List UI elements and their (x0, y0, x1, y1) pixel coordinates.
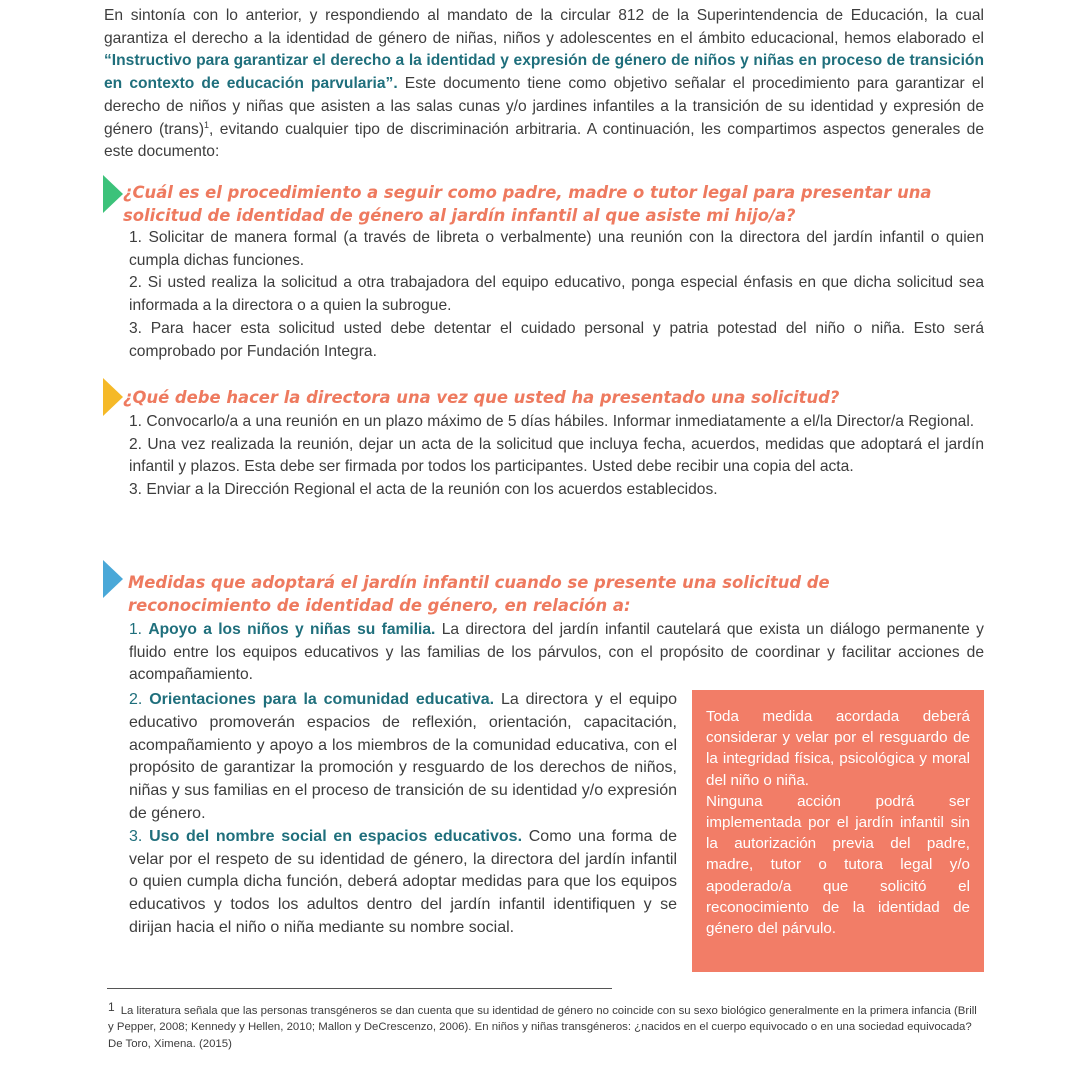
list-item: 1. Convocarlo/a a una reunión en un plazo máximo de 5 días hábiles. Informar inmediatamente a el/la Director/a Regional. (129, 413, 975, 430)
intro-text-end: , evitando cualquier tipo de discriminación arbitraria. A continuación, les compartimos aspectos generales de este documento: (104, 120, 984, 161)
item-number: 1. (129, 621, 143, 638)
instructivo-title: “Instructivo para garantizar el derecho a la identidad y expresión de género de niños y niñas en proceso de transición en contexto de educación parvularia”. (104, 52, 984, 93)
footnote-number: 1 (108, 1000, 115, 1014)
item-title: Apoyo a los niños y niñas su familia. (148, 621, 436, 638)
section3-heading (128, 571, 968, 617)
callout-paragraph-1: Toda medida acordada deberá considerar y velar por el resguardo de la integridad física, psicológica y moral del niño o niña. (706, 708, 970, 789)
section3-heading-line1: Medidas que adoptará el jardín infantil cuando se presente una solicitud de (128, 573, 830, 592)
list-item: 1. Solicitar de manera formal (a través de libreta o verbalmente) una reunión con la directora del jardín infantil o quien cumpla dichas funciones. (129, 229, 984, 269)
section3-heading-line2: reconocimiento de identidad de género, en relación a: (128, 596, 631, 615)
item-text: La directora y el equipo educativo promoverán espacios de reflexión, orientación, capacitación, acompañamiento y apoyo a los miembros de la comunidad educativa, con el propósito de garantizar la promoción y resguardo de los derechos de niños, niñas y sus familias en el proceso de transición de su identidad y/o expresión de género. (129, 691, 678, 822)
section3-left-column (129, 689, 677, 940)
list-item: 2. Una vez realizada la reunión, dejar un acta de la solicitud que incluya fecha, acuerdos, medidas que adoptará el jardín infantil y plazos. Esta debe ser firmada por todos los participantes. Usted debe recibir una copia del acta. (129, 435, 984, 476)
list-item (129, 826, 677, 940)
footnote-divider (107, 988, 612, 989)
section2-heading: ¿Qué debe hacer la directora una vez que usted ha presentado una solicitud? (123, 388, 840, 407)
item-title: Orientaciones para la comunidad educativa. (149, 691, 495, 708)
item-text: La directora del jardín infantil cautelará que exista un diálogo permanente y fluido entre los equipos educativos y las familias de los párvulos, con el propósito de coordinar y facilitar acciones de acompañamiento. (129, 621, 984, 684)
footnote-text: La literatura señala que las personas transgéneros se dan cuenta que su identidad de género no coincide con su sexo biológico generalmente en la primera infancia (Brill y Pepper, 2008; Kennedy y Hellen, 2010; Mallon y DeCrescenzo, 2006). En niños y niñas transgéneros: ¿nacidos en el cuerpo equivocado o en una sociedad equivocada? De Toro, Ximena. (2015) (108, 1005, 977, 1050)
section1-list (129, 227, 984, 363)
item-number: 2. (129, 691, 143, 708)
section2-list (129, 411, 984, 502)
yellow-triangle-icon (103, 378, 123, 416)
section1-heading: ¿Cuál es el procedimiento a seguir como padre, madre o tutor legal para presentar una solicitud de identidad de género al jardín infantil al que asiste mi hijo/a? (123, 183, 932, 225)
callout-box (692, 690, 984, 972)
item-number: 3. (129, 827, 143, 845)
item-text: Como una forma de velar por el respeto de su identidad de género, la directora del jardín infantil o quien cumpla dicha función, deberá adoptar medidas para que los equipos educativos y todos los adultos dentro del jardín infantil identifiquen y se dirijan hacia el niño o niña mediante su nombre social. (129, 827, 677, 936)
footnote-ref: 1 (204, 119, 210, 130)
item-title: Uso del nombre social en espacios educativos. (149, 827, 523, 845)
blue-triangle-icon (103, 560, 123, 598)
callout-paragraph-2: Ninguna acción podrá ser implementada por el jardín infantil sin la autorización previa del padre, madre, tutor o tutora legal y/o apoderado/a que solicitó el reconocimiento de la identidad de género del párvulo. (706, 792, 970, 938)
section3-item1 (129, 619, 984, 687)
list-item: 3. Para hacer esta solicitud usted debe detentar el cuidado personal y patria potestad del niño o niña. Esto será comprobado por Fundación Integra. (129, 319, 984, 360)
intro-text-middle: Este documento tiene como objetivo señalar el procedimiento para garantizar el derecho de niños y niñas que asisten a las salas cunas y/o jardines infantiles a la transición de su identidad y expresión de género (trans) (104, 75, 984, 138)
intro-text-start: En sintonía con lo anterior, y respondiendo al mandato de la circular 812 de la Superintendencia de Educación, la cual garantiza el derecho a la identidad de género de niñas, niños y adolescentes en el ámbito educacional, hemos elaborado el (104, 7, 984, 47)
list-item: 3. Enviar a la Dirección Regional el acta de la reunión con los acuerdos establecidos. (129, 481, 718, 499)
list-item (129, 689, 677, 826)
list-item (129, 619, 984, 687)
green-triangle-icon (103, 175, 123, 213)
footnote (108, 999, 984, 1052)
list-item: 2. Si usted realiza la solicitud a otra trabajadora del equipo educativo, ponga especial énfasis en que dicha solicitud sea informada a la directora o a quien la subrogue. (129, 274, 984, 315)
intro-paragraph (104, 5, 984, 164)
